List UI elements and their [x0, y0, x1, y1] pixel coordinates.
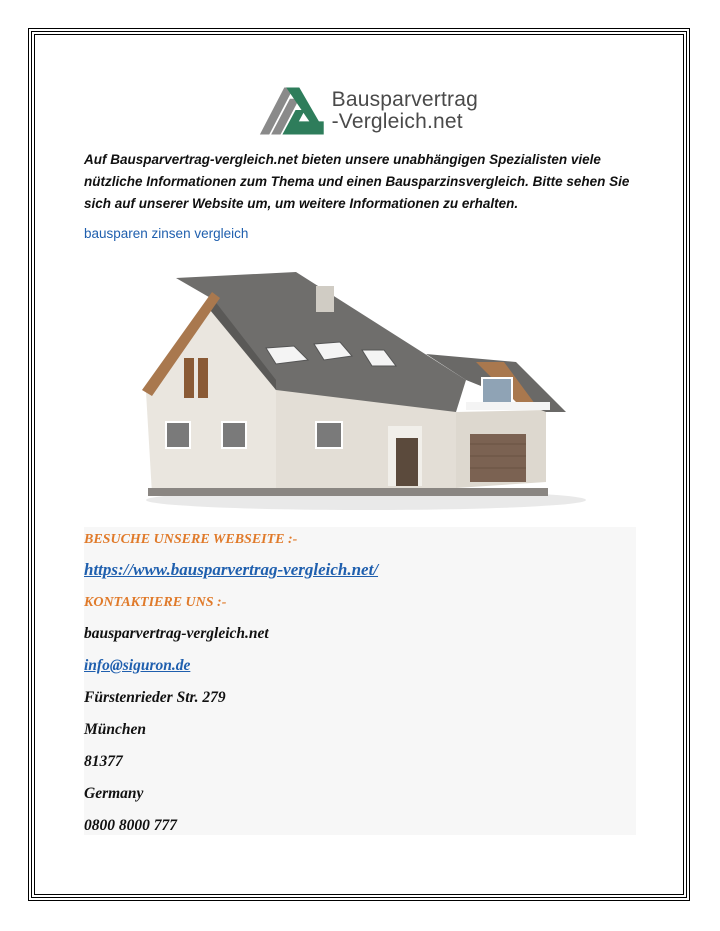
- logo-line-2: -Vergleich.net: [331, 110, 463, 133]
- street-address: Fürstenrieder Str. 279: [84, 689, 226, 706]
- country: Germany: [84, 785, 144, 802]
- keyword-link[interactable]: bausparen zinsen vergleich: [84, 226, 249, 241]
- contact-block: [84, 527, 636, 835]
- website-link[interactable]: https://www.bausparvertrag-vergleich.net/: [84, 560, 379, 579]
- site-logo[interactable]: [258, 82, 478, 140]
- phone-number: 0800 8000 777: [84, 817, 177, 834]
- logo-wordmark: [332, 89, 478, 133]
- visit-heading: BESUCHE UNSERE WEBSEITE :-: [84, 532, 298, 547]
- contact-heading: KONTAKTIERE UNS :-: [84, 595, 227, 610]
- company-name: bausparvertrag-vergleich.net: [84, 625, 269, 642]
- house-roof-stripes-icon: [258, 82, 326, 140]
- city: München: [84, 721, 147, 738]
- logo-line-1: Bausparvertrag: [331, 88, 478, 111]
- house-photo: [126, 262, 596, 512]
- postal-code: 81377: [84, 753, 123, 770]
- intro-paragraph: Auf Bausparvertrag-vergleich.net bieten unsere unabhängigen Spezialisten viele nützliche Informationen zum Thema und einen Bausparzinsvergleich. Bitte sehen Sie sich auf unserer Website um, um weitere Informationen zu erhalten.: [84, 152, 630, 211]
- email-link[interactable]: info@siguron.de: [84, 657, 191, 674]
